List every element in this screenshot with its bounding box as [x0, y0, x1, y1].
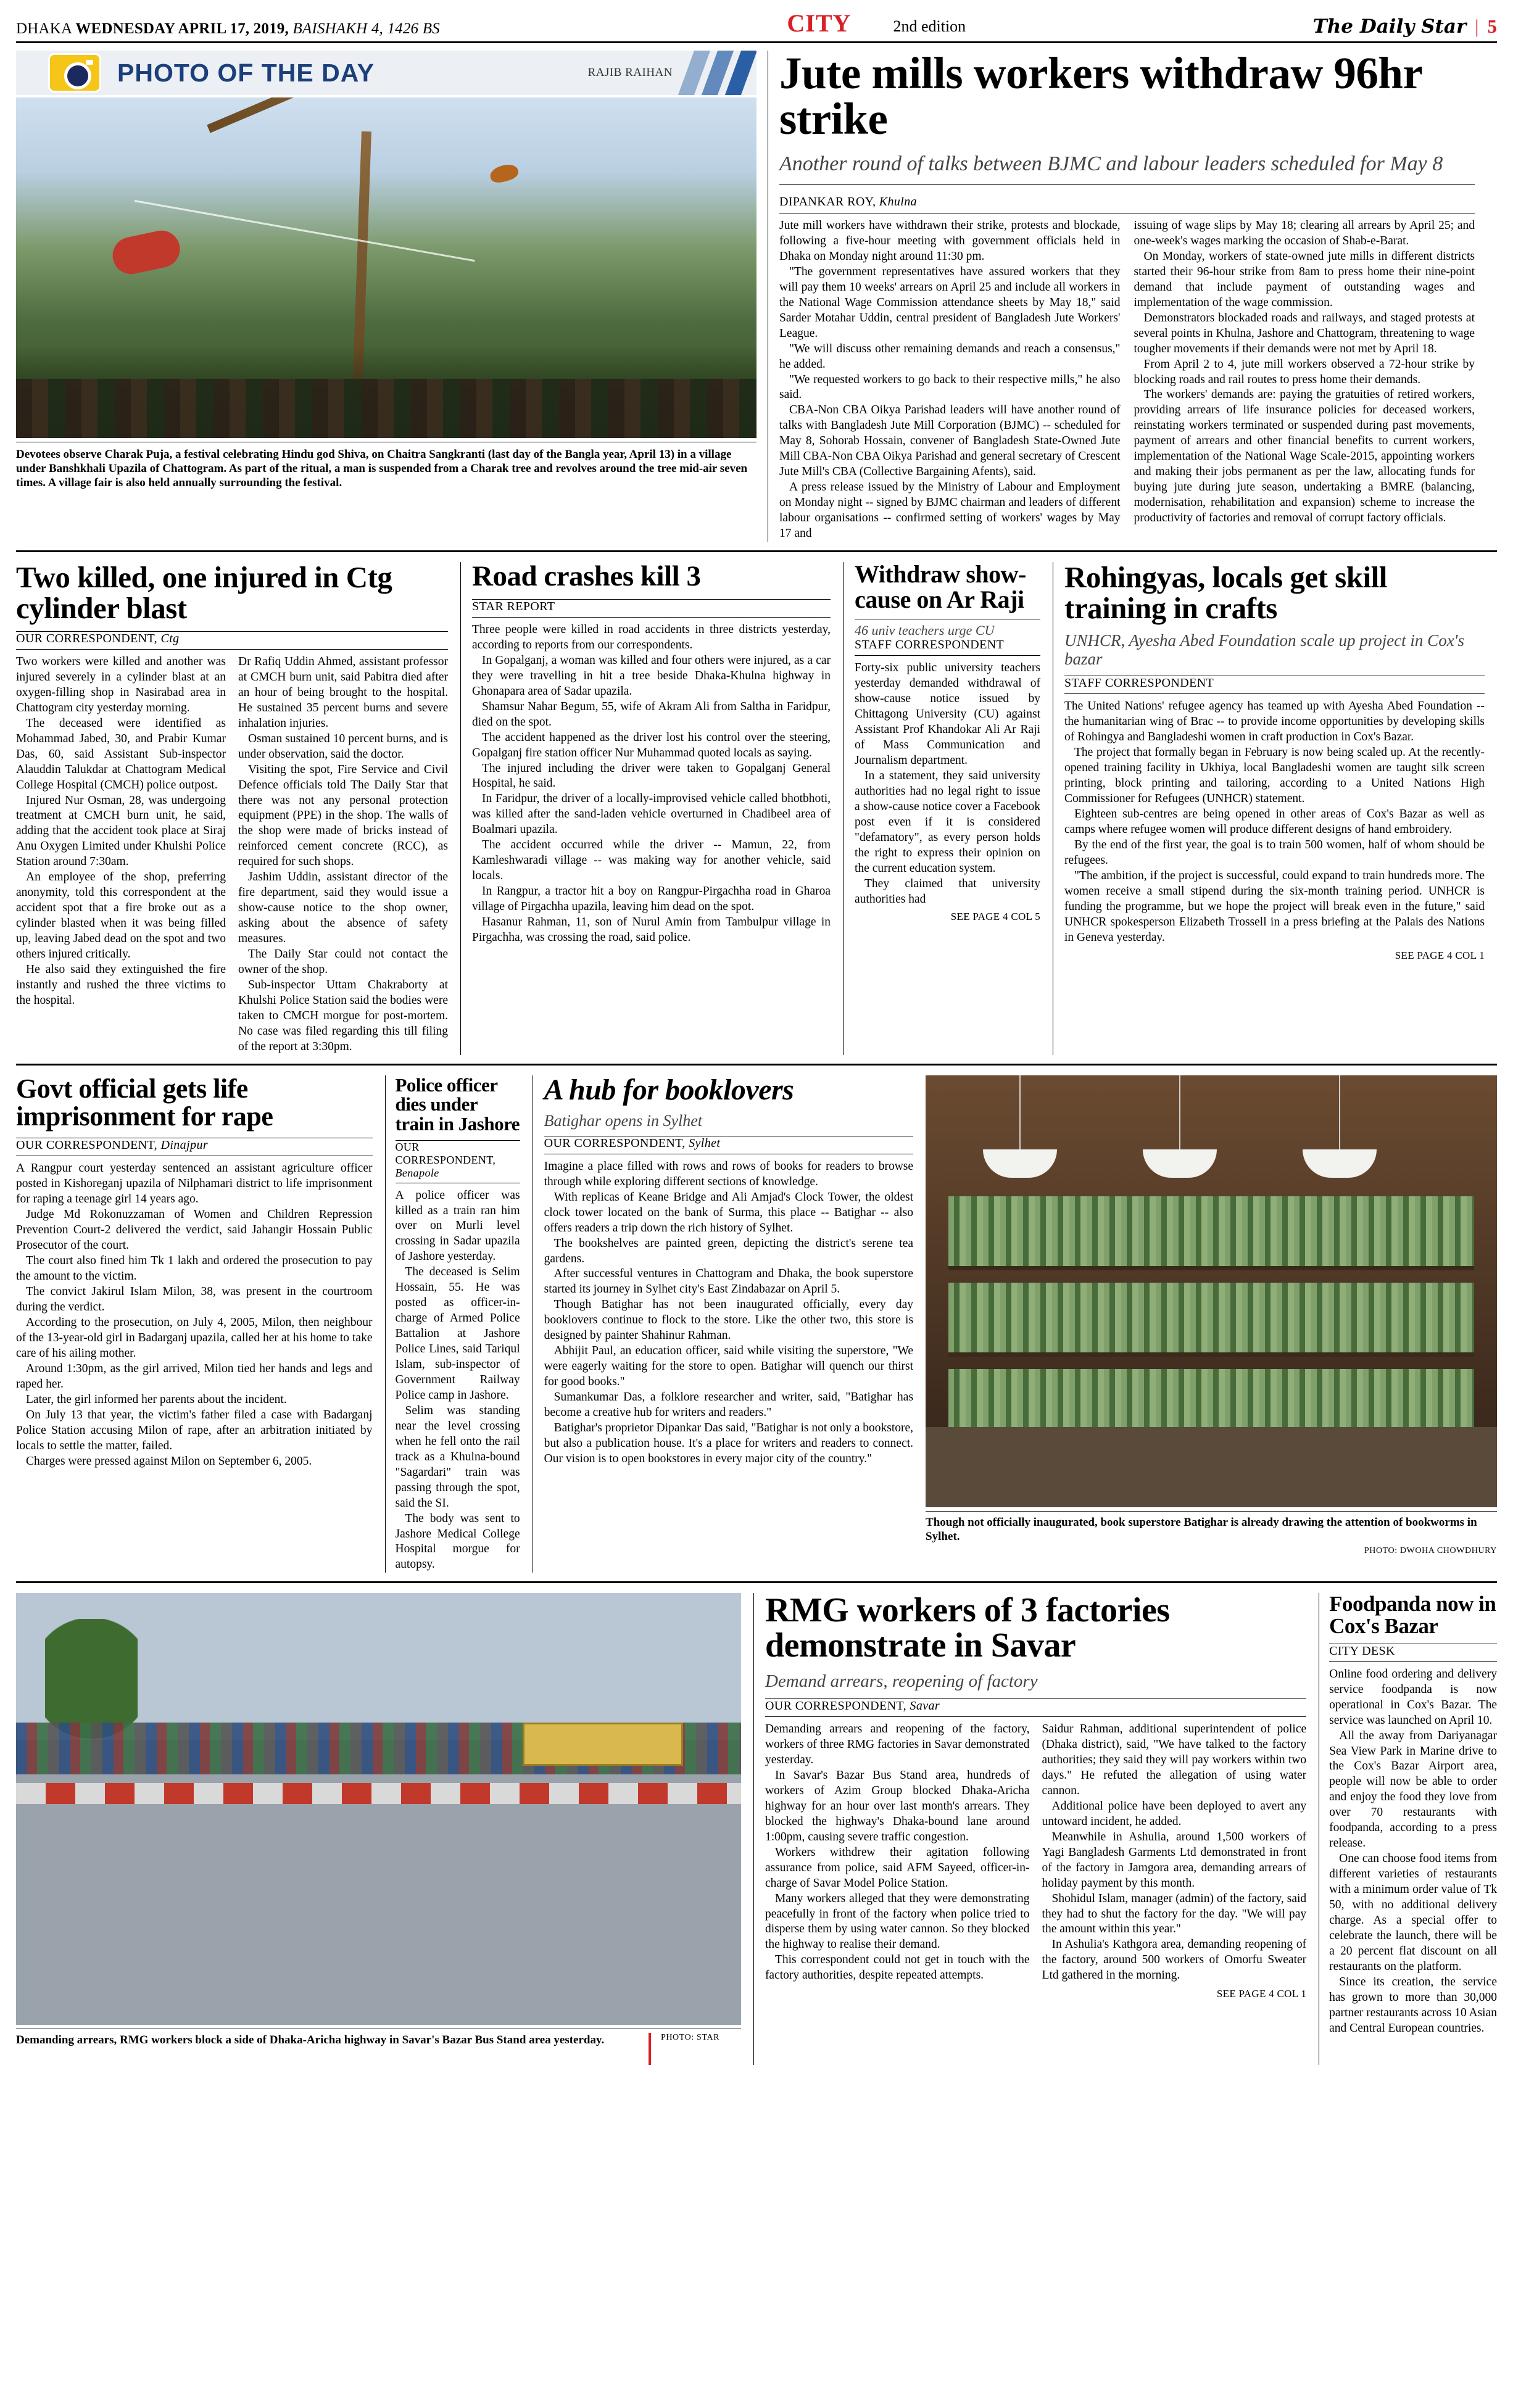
lead-subhead: Another round of talks between BJMC and labour leaders scheduled for May 8 — [779, 152, 1443, 175]
police-headline: Police officer dies under train in Jashore — [395, 1074, 520, 1135]
lead-column-2: issuing of wage slips by May 18; clearing all arrears by April 25; and one-week's wages marking the occasion of Shab-e-Barat. On Monday, workers of state-owned jute mills in different districts started their 96-hour strike from 8am to press home their nine-point demand that include payment of outstanding wages and implementation of the wage commission. Demonstrators blockaded roads and railways, and staged protests at several points in Khulna, Jashore and Chattogram, threatening to wage tougher movements if their demands were not met by April 18. From April 2 to 4, jute mill workers observed a 72-hour strike by blocking roads and rail routes to press home their demands. The workers' demands are: paying the gratuities of retired workers, providing arrears of life insurance policies for deceased workers, reinstating workers terminated or suspended during past movements, payment of arrears and other financial benefits to current workers, implementation of the National Wage Scale-2015, appointing workers and making their jobs permanent as per the law, allocating funds for buying jute during jute season, undertaking a BMRE (balancing, modernisation, rehabilitation and expansion) scheme to increase the productivity of factories and removal of corrupt factory officials. — [1134, 218, 1475, 525]
divider-bar: | — [1475, 15, 1479, 37]
masthead-dateline — [16, 20, 440, 38]
roadcrash-byline: STAR REPORT — [472, 599, 555, 613]
paper-logo: The Daily Star — [1312, 15, 1467, 38]
cylinder-headline: Two killed, one injured in Ctg cylinder blast — [16, 560, 392, 625]
rohingya-subhead: UNHCR, Ayesha Abed Foundation scale up project in Cox's bazar — [1064, 631, 1464, 669]
rape-byline — [16, 1138, 373, 1152]
lead-columns — [779, 218, 1475, 542]
rmg-subhead: Demand arrears, reopening of factory — [765, 1671, 1038, 1691]
section-title: CITY — [787, 9, 852, 37]
rape-headline: Govt official gets life imprisonment for rape — [16, 1073, 273, 1132]
police-body: A police officer was killed as a train ran him over on Murli level crossing in Sadar upazila of Jashore yesterday. The deceased is Selim Hossain, 55. He was posted as officer-in-charge of Armed Police Battalion at Jashore Police Lines, said Tariqul Islam, sub-inspector of Government Railway Police camp in Jashore. Selim was standing near the level crossing when he fell onto the rail track as a Khulna-bound "Sagardari" train was passing through the spot, said the SI. The body was sent to Jashore Medical College Hospital morgue for autopsy. — [395, 1188, 520, 1571]
book-subhead: Batighar opens in Sylhet — [544, 1111, 702, 1130]
photo-of-the-day-credit: RAJIB RAIHAN — [587, 66, 673, 79]
photo-of-the-day-banner — [16, 51, 756, 95]
lead-story — [768, 48, 1475, 542]
showcause-headline: Withdraw show-cause on Ar Raji — [855, 560, 1026, 613]
section-four — [16, 1593, 1497, 2065]
cylinder-byline-name: OUR CORRESPONDENT, — [16, 631, 158, 645]
top-section — [16, 48, 1497, 542]
rohingya-seepage[interactable]: SEE PAGE 4 COL 1 — [1395, 949, 1485, 961]
rape-byline-name: OUR CORRESPONDENT, — [16, 1138, 158, 1152]
masthead — [16, 9, 1497, 43]
lead-headline: Jute mills workers withdraw 96hr strike — [779, 48, 1422, 144]
rohingya-headline: Rohingyas, locals get skill training in crafts — [1064, 560, 1387, 625]
lead-byline-name: DIPANKAR ROY, — [779, 194, 876, 209]
rohingya-byline: STAFF CORRESPONDENT — [1064, 676, 1214, 690]
showcause-body: Forty-six public university teachers yesterday demanded withdrawal of show-cause notice issued by Chittagong University (CU) against Assistant Prof Khandokar Ali Ar Raji of Mass Communication and Journalism department. In a statement, they said university authorities had no legal right to issue a show-cause notice cover a Facebook post even if it is considered "defamatory", as every person holds the right to express their opinion on the current education system. They claimed that university authorities had — [855, 661, 1040, 906]
cylinder-column-2: Dr Rafiq Uddin Ahmed, assistant professor at CMCH burn unit, said Pabitra died after an hour of being brought to the hospital. He sustained 35 percent burns and severe inhalation injuries. Osman sustained 10 percent burns, and is under observation, said the doctor. Visiting the spot, Fire Service and Civil Defence officials told The Daily Star that there was not any personal protection equipment (PPE) in the shop. The walls of the shop were made of bricks instead of reinforced cement concrete (RCC), as required for such shops. Jashim Uddin, assistant director of the fire department, said they would issue a show-cause notice to the shop owner, asking about the absence of safety measures. The Daily Star could not contact the owner of the shop. Sub-inspector Uttam Chakraborty at Khulshi Police Station said the bodies were taken to CMCH morgue for post-mortem. No case was filed regarding this till filing of the report at 3:30pm. — [238, 655, 448, 1053]
showcause-subhead: 46 univ teachers urge CU — [855, 622, 995, 638]
book-byline-name: OUR CORRESPONDENT, — [544, 1136, 686, 1150]
police-byline — [396, 1141, 520, 1180]
rape-byline-place: Dinajpur — [160, 1138, 209, 1152]
book-store-image — [926, 1075, 1497, 1507]
photo-of-the-day-label: PHOTO OF THE DAY — [117, 58, 375, 87]
rmg-photo-credit: PHOTO: STAR — [660, 2033, 720, 2043]
section-title-wrap — [440, 9, 1313, 38]
rmg-seepage[interactable]: SEE PAGE 4 COL 1 — [1216, 1988, 1307, 2000]
story-rape-verdict — [16, 1075, 373, 1573]
police-byline-place: Benapole — [395, 1166, 439, 1179]
police-byline-name: OUR CORRESPONDENT, — [395, 1140, 496, 1166]
book-headline: A hub for booklovers — [544, 1073, 794, 1106]
chevron-decoration — [682, 51, 756, 95]
masthead-bangla-date: BAISHAKH 4, 1426 BS — [292, 20, 440, 37]
rmg-protest-image — [16, 1593, 741, 2025]
story-booklovers — [533, 1075, 913, 1573]
book-byline-place: Sylhet — [689, 1136, 721, 1150]
lead-byline-place: Khulna — [879, 194, 918, 209]
edition-label: 2nd edition — [893, 17, 966, 35]
story-rmg-demonstration — [753, 1593, 1306, 2065]
rmg-headline: RMG workers of 3 factories demonstrate in Savar — [765, 1591, 1170, 1665]
book-photo-credit: PHOTO: DWOHA CHOWDHURY — [1364, 1546, 1498, 1556]
rmg-column-2: Saidur Rahman, additional superintendent of police (Dhaka district), said, "We have talked to the factory authorities; they said they will pay workers within two days." He refuted the allegation of using water cannon. Additional police have been deployed to avert any untoward incident, he added. Meanwhile in Ashulia, around 1,500 workers of Yagi Bangladesh Garments Ltd demonstrated in front of the factory in Jamgora area, demanding arrears of holiday payment by this month. Shohidul Islam, manager (admin) of the factory, said they had to shut the factory for the day. "We will pay the amount within this year." In Ashulia's Kathgora area, demanding reopening of the factory, around 500 workers of Omorfu Sweater Ltd gathered in the morning. SEE PAGE 4 COL 1 — [1042, 1723, 1307, 2000]
rmg-column-1: Demanding arrears and reopening of the factory, workers of three RMG factories in Savar demonstrated yesterday. In Savar's Bazar Bus Stand area, hundreds of workers of Azim Group blocked Dhaka-Aricha highway for an hour over last month's arrears. They blocked the highway's Dhaka-bound lane around 1:00pm, causing severe traffic congestion. Workers withdrew their agitation following assurance from police, said AFM Sayeed, officer-in-charge of Savar Model Police Station. Many workers alleged that they were demonstrating peacefully in front of the factory when police tried to disperse them by using water cannon. So they blocked the highway to realise their demand. This correspondent could not get in touch with the factory authorities, despite repeated attempts. — [765, 1723, 1030, 1982]
cylinder-byline — [16, 632, 448, 646]
lead-column-1: Jute mill workers have withdrawn their strike, protests and blockade, following a five-hour meeting with government officials held in Dhaka on Monday night around 11:30 pm. "The government representatives have assured workers that they will pay them 10 weeks' arrears on April 25 and include all workers in the National Wage Commission attendance sheets by May 18," said Sarder Motahar Uddin, central president of Bangladesh Jute Workers' League. "We will discuss other remaining demands and reach a consensus," he added. "We requested workers to go back to their respective mills," he also said. CBA-Non CBA Oikya Parishad leaders will have another round of talks with Bangladesh Jute Mill Corporation (BJMC) -- scheduled for May 8, Sohorab Hossain, convener of Bangladesh State-Owned Jute Mill CBA-Non CBA Oikya Parishad and general secretary of Crescent Jute Mill's CBA (Collective Bargaining Afents), said. A press release issued by the Ministry of Labour and Employment on Monday night -- signed by BJMC chairman and leaders of different labour organisations -- confirmed setting of workers' wages by May 17 and — [779, 218, 1121, 540]
masthead-brand — [1313, 15, 1497, 38]
foodpanda-body: Online food ordering and delivery service foodpanda is now operational in Cox's Bazar. The service was launched on April 10. All the away from Dariyanagar Sea View Park in Marine drive to the Cox's Bazar Airport area, people will now be able to order and enjoy the food they love from over 70 restaurants with foodpanda, according to a press release. One can choose food items from different varieties of restaurants with a minimum order value of Tk 50, with no additional delivery charge. As a special offer to celebrate the launch, there will be a 20 percent flat discount on all restaurants on the platform. Since its creation, the service has grown to more than 30,000 partner restaurants across 10 Asian and Central European countries. — [1329, 1667, 1497, 2035]
rape-body: A Rangpur court yesterday sentenced an assistant agriculture officer posted in Kishoreganj upazila of Nilphamari district to life imprisonment for raping a teenage girl 14 years ago. Judge Md Rokonuzzaman of Women and Children Repression Prevention Court-2 delivered the verdict, said Jahangir Hossain Public Prosecutor of the court. The court also fined him Tk 1 lakh and ordered the prosecution to pay the amount to the victim. The convict Jakirul Islam Milon, 38, was present in the courtroom during the verdict. According to the prosecution, on July 4, 2005, Milon, then neighbour of the 13-year-old girl in Badarganj upazila, called her at his home to take care of his ailing mother. Around 1:30pm, as the girl arrived, Milon tied her hands and legs and raped her. Later, the girl informed her parents about the incident. On July 13 that year, the victim's father filed a case with Badarganj Police Station accusing Milon of rape, after an arbitration initiated by locals to settle the matter, failed. Charges were pressed against Milon on September 6, 2005. — [16, 1162, 373, 1468]
cylinder-byline-place: Ctg — [160, 631, 180, 645]
section-three — [16, 1075, 1497, 1573]
book-byline — [544, 1136, 913, 1151]
rohingya-body: The United Nations' refugee agency has teamed up with Ayesha Abed Foundation -- the humanitarian wing of Brac -- to provide income opportunities by developing skills of Rohingya and Bangladeshi women in craft production in Cox's Bazar. The project that formally began in February is now being scaled up. At the recently-opened training facility in Ukhiya, local Bangladeshi women are taught silk screen printing, block printing and tailoring, according to a United Nations High Commissioner for Refugees (UNHCR) statement. Eighteen sub-centres are being opened in other areas of Cox's Bazar as well as camps where refugee women will produce different designs of hand embroidery. By the end of the first year, the goal is to train 500 women, half of whom should be refugees. "The ambition, if the project is successful, could expand to train hundreds more. The women receive a small stipend during the six-month training period. UNHCR is funding the programme, but we hope the project will break even in the future," said UNHCR spokesperson Elizabeth Trossell in a press briefing at the Palais des Nations in Geneva yesterday. — [1064, 700, 1485, 944]
rmg-photo-caption: Demanding arrears, RMG workers block a side of Dhaka-Aricha highway in Savar's Bazar Bus Stand area yesterday. — [16, 2034, 605, 2047]
foodpanda-byline: CITY DESK — [1329, 1644, 1395, 1658]
masthead-place: DHAKA — [16, 20, 72, 37]
photo-of-the-day-image — [16, 97, 756, 438]
roadcrash-headline: Road crashes kill 3 — [472, 560, 701, 592]
story-rohingya-training — [1053, 562, 1485, 1055]
cylinder-column-1: Two workers were killed and another was injured severely in a cylinder blast at an oxygen-filling shop in Nasirabad area in Chattogram city yesterday morning. The deceased were identified as Mohammad Jabed, 30, and Prabir Kumar Das, 60, said Assistant Sub-inspector Alauddin Talukdar at Chattogram Medical College Hospital (CMCH) police outpost. Injured Nur Osman, 28, was undergoing treatment at CMCH burn unit, he said, adding that the accident took place at Siraj Anu Oxygen Limited under Khulshi Police Station around 7:30am. An employee of the shop, preferring anonymity, told this correspondent at the accident spot that a fire broke out as a cylinder blasted when it was being filled up, leaving Jabed dead on the spot and two others injured critically. He also said they extinguished the fire instantly and rushed the three victims to the hospital. — [16, 655, 226, 1007]
photo-of-the-day-block — [16, 51, 756, 542]
showcause-byline: STAFF CORRESPONDENT — [855, 638, 1005, 652]
camera-icon — [48, 53, 101, 93]
roadcrash-body: Three people were killed in road accidents in three districts yesterday, according to reports from our correspondents. In Gopalganj, a woman was killed and four others were injured, as a car they were travelling in hit a tree beside Dhaka-Khulna highway in Ghonapara area of Sadar upazila. Shamsur Nahar Begum, 55, wife of Akram Ali from Saltha in Faridpur, died on the spot. The accident happened as the driver lost his control over the steering, Gopalganj fire station officer Nur Muhammad quoted locals as saying. The injured including the driver were taken to Gopalganj General Hospital, he said. In Faridpur, the driver of a locally-improvised vehicle called bhotbhoti, was killed after the sand-laden vehicle overturned in Chadibeel area of Boalmari upazila. The accident occurred while the driver -- Mamun, 22, from Kamleshwaradi village -- was making way for another vehicle, said locals. In Rangpur, a tractor hit a boy on Rangpur-Pirgachha road in Gharoa village of Pirgachha upazila, leaving him dead on the spot. Hasanur Rahman, 11, son of Nurul Amin from Tambulpur village in Pirgachha, was crossing the road, said police. — [472, 623, 831, 944]
foodpanda-headline: Foodpanda now in Cox's Bazar — [1329, 1592, 1496, 1639]
caption-accent-bar — [649, 2033, 651, 2065]
rmg-byline — [765, 1699, 1306, 1713]
lead-byline — [779, 195, 1475, 209]
story-foodpanda — [1319, 1593, 1497, 2065]
photo-of-the-day-caption: Devotees observe Charak Puja, a festival celebrating Hindu god Shiva, on Chaitra Sangkranti (last day of the Bangla year, April 13) in a village under Banshkhali Upazila of Chattogram. As part of the ritual, a man is suspended from a Charak tree and revolves around the tree mid-air seven times. A village fair is also held annually surrounding the festival. — [16, 448, 748, 490]
story-road-crashes — [460, 562, 831, 1055]
book-photo-block — [926, 1075, 1497, 1573]
masthead-date: WEDNESDAY APRIL 17, 2019, — [75, 20, 289, 37]
story-show-cause — [843, 562, 1040, 1055]
story-police-train — [385, 1075, 520, 1573]
book-photo-caption: Though not officially inaugurated, book superstore Batighar is already drawing the attention of bookworms in Sylhet. — [926, 1515, 1477, 1543]
rmg-byline-place: Savar — [910, 1699, 940, 1713]
showcause-seepage[interactable]: SEE PAGE 4 COL 5 — [950, 911, 1040, 923]
rmg-byline-name: OUR CORRESPONDENT, — [765, 1699, 907, 1713]
story-cylinder-blast — [16, 562, 448, 1055]
book-body: Imagine a place filled with rows and rows of books for readers to browse through while exploring different sections of knowledge. With replicas of Keane Bridge and Ali Amjad's Clock Tower, the oldest clock tower located on the bank of Surma, this place -- Batighar -- also offers readers a trip down the rich history of Sylhet. The bookshelves are painted green, depicting the district's serene tea gardens. After successful ventures in Chattogram and Dhaka, the book superstore started its journey in Sylhet city's East Zindabazar on April 5. Though Batighar has not been inaugurated officially, every day booklovers continue to flock to the store. Like the other two, this store is designed by painter Shahinur Rahman. Abhijit Paul, an education officer, said while visiting the superstore, "We were eagerly waiting for the store to open. Batighar will quench our thirst for good books." Sumankumar Das, a folklore researcher and writer, said, "Batighar has become a creative hub for writers and readers." Batighar's proprietor Dipankar Das said, "Batighar is not only a bookstore, but also a publication house. It's a place for writers and readers to connect. Our vision is to open bookstores in every major city of the country." — [544, 1159, 914, 1465]
page-number: 5 — [1487, 15, 1497, 37]
rmg-photo-block — [16, 1593, 741, 2065]
section-two — [16, 562, 1497, 1055]
